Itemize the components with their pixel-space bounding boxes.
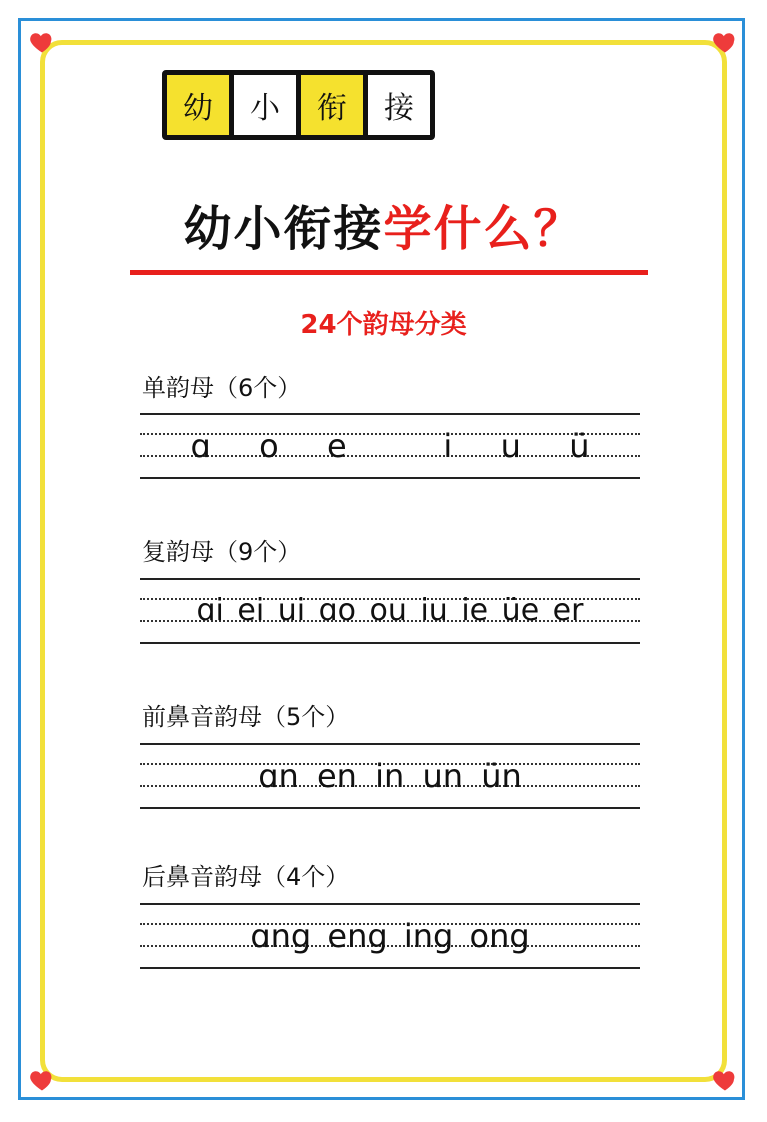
finals-list: ɑng eng ing ong bbox=[250, 917, 530, 955]
section-label: 后鼻音韵母（4个） bbox=[142, 863, 350, 891]
finals-list: ɑ o e i u ü bbox=[190, 427, 590, 465]
section-label: 前鼻音韵母（5个） bbox=[142, 703, 350, 731]
section-label: 复韵母（9个） bbox=[142, 538, 302, 566]
finals-list: ɑn en in un ün bbox=[258, 757, 522, 795]
badge-char: 接 bbox=[368, 75, 430, 135]
badge-char: 衔 bbox=[301, 75, 363, 135]
badge-char: 小 bbox=[234, 75, 296, 135]
heart-icon bbox=[711, 28, 739, 56]
heart-icon bbox=[28, 28, 56, 56]
title-badge bbox=[162, 70, 435, 140]
heart-icon bbox=[28, 1066, 56, 1094]
writing-lines bbox=[140, 413, 640, 479]
writing-lines bbox=[140, 743, 640, 809]
section-label: 单韵母（6个） bbox=[142, 374, 302, 402]
subtitle: 24个韵母分类 bbox=[300, 310, 467, 340]
divider bbox=[130, 270, 648, 275]
heart-icon bbox=[711, 1066, 739, 1094]
writing-lines bbox=[140, 903, 640, 969]
badge-char: 幼 bbox=[167, 75, 229, 135]
finals-list: ɑi ei ui ɑo ou iu ie üe er bbox=[196, 593, 584, 628]
page-title bbox=[0, 190, 767, 259]
title-black: 幼小衔接 bbox=[183, 201, 384, 257]
writing-lines bbox=[140, 578, 640, 644]
title-red: 学什么？ bbox=[383, 201, 584, 257]
